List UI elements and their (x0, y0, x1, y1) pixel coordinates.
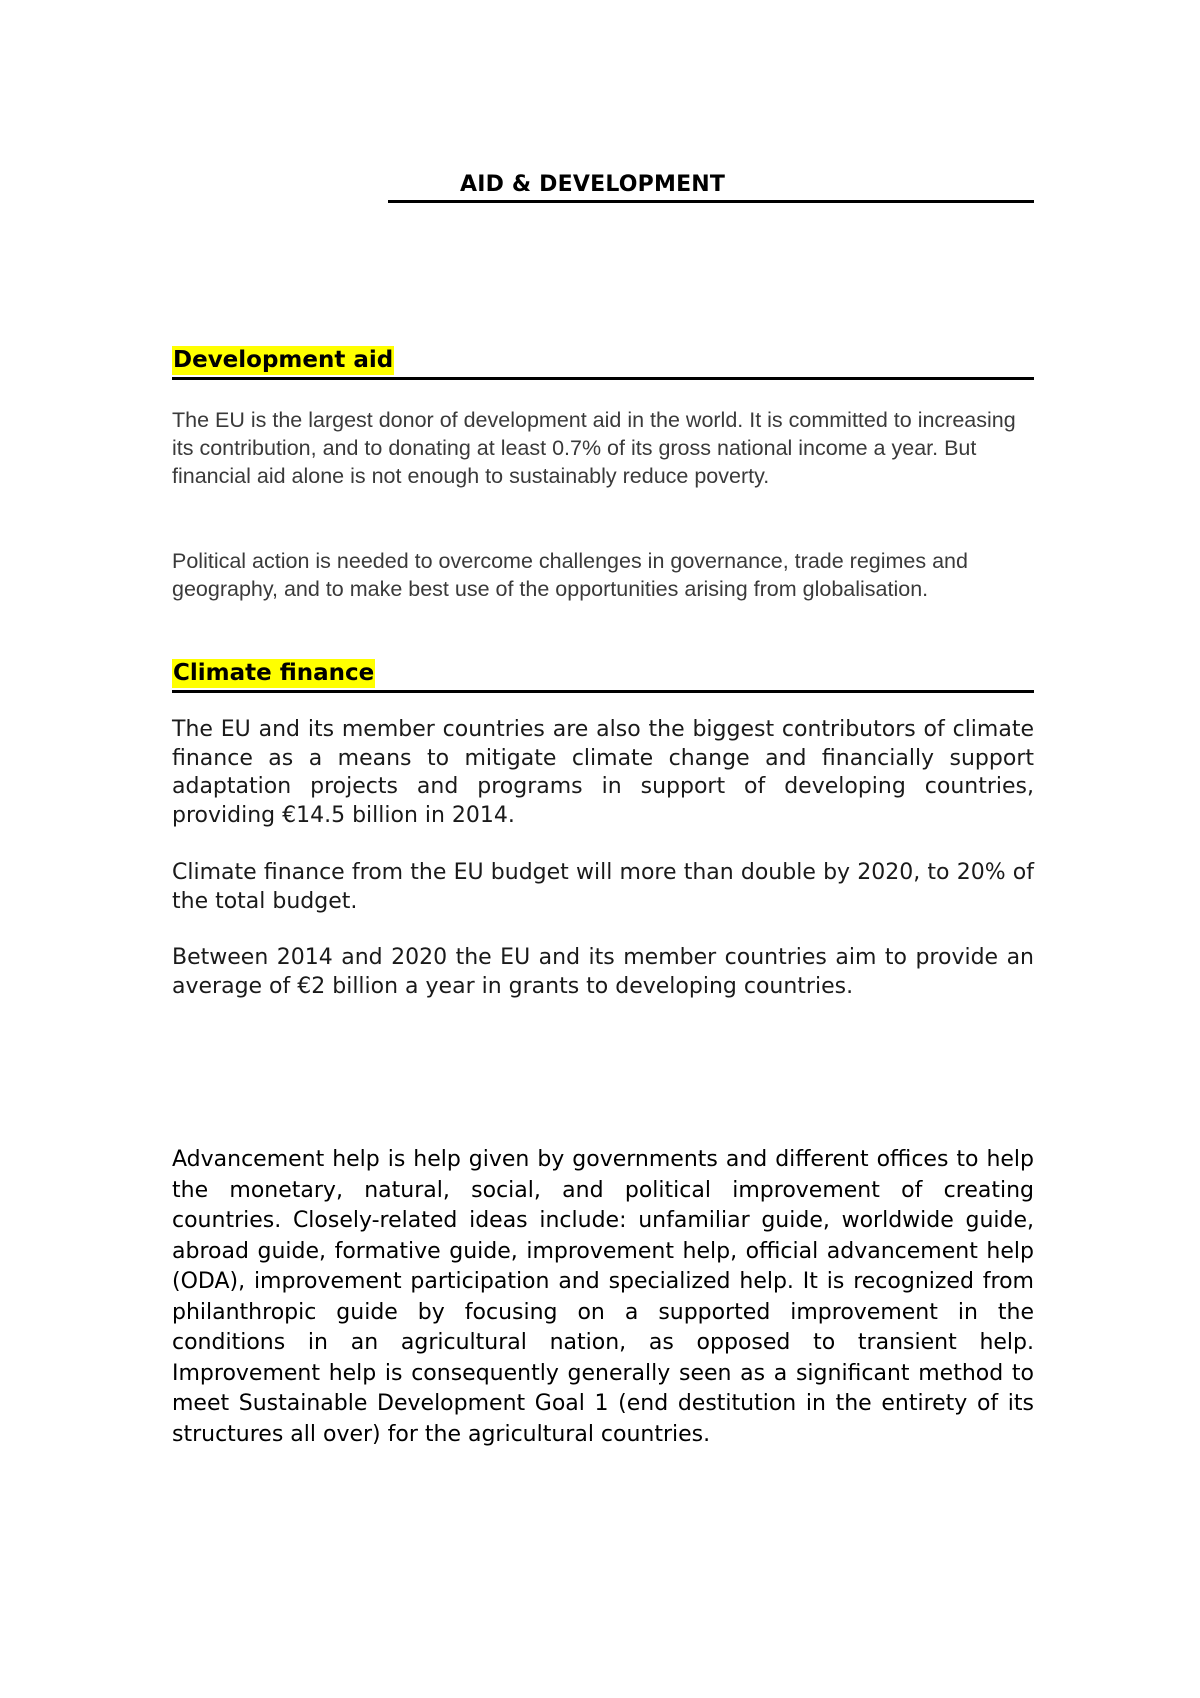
advancement-help-paragraph: Advancement help is help given by governments and different offices to help the monetary, natural, social, and political improvement of creating countries. Closely-related ideas include: unfamiliar guide, worldwide guide, abroad guide, formative guide, improvement help, official advancement help (ODA), improvement participation and specialized help. It is recognized from philanthropic guide by focusing on a supported improvement in the conditions in an agricultural nation, as opposed to transient help. Improvement help is consequently generally seen as a significant method to meet Sustainable Development Goal 1 (end destitution in the entirety of its structures all over) for the agricultural countries. (172, 1147, 1034, 1447)
section-heading-label: Development aid (173, 347, 394, 373)
section-heading-label: Climate finance (173, 660, 375, 686)
development-aid-paragraph-2: Political action is needed to overcome challenges in governance, trade regimes and geography, and to make best use of the opportunities arising from globalisation. (172, 549, 968, 601)
section-heading-development-aid (172, 345, 1034, 380)
climate-finance-paragraph-2: Climate finance from the EU budget will more than double by 2020, to 20% of the total budget. (172, 860, 1034, 914)
title-rule (388, 170, 1034, 203)
climate-finance-paragraph-1: The EU and its member countries are also the biggest contributors of climate finance as a means to mitigate climate change and financially support adaptation projects and programs in support of developing countries, providing €14.5 billion in 2014. (172, 717, 1034, 828)
climate-finance-paragraph-3: Between 2014 and 2020 the EU and its member countries aim to provide an average of €2 billion a year in grants to developing countries. (172, 945, 1034, 999)
development-aid-paragraph-1: The EU is the largest donor of development aid in the world. It is committed to increasing its contribution, and to donating at least 0.7% of its gross national income a year. But financial aid alone is not enough to sustainably reduce poverty. (172, 408, 1016, 488)
section-heading-climate-finance (172, 658, 1034, 693)
document-page (172, 0, 1034, 1698)
page-title: AID & DEVELOPMENT (460, 172, 726, 197)
